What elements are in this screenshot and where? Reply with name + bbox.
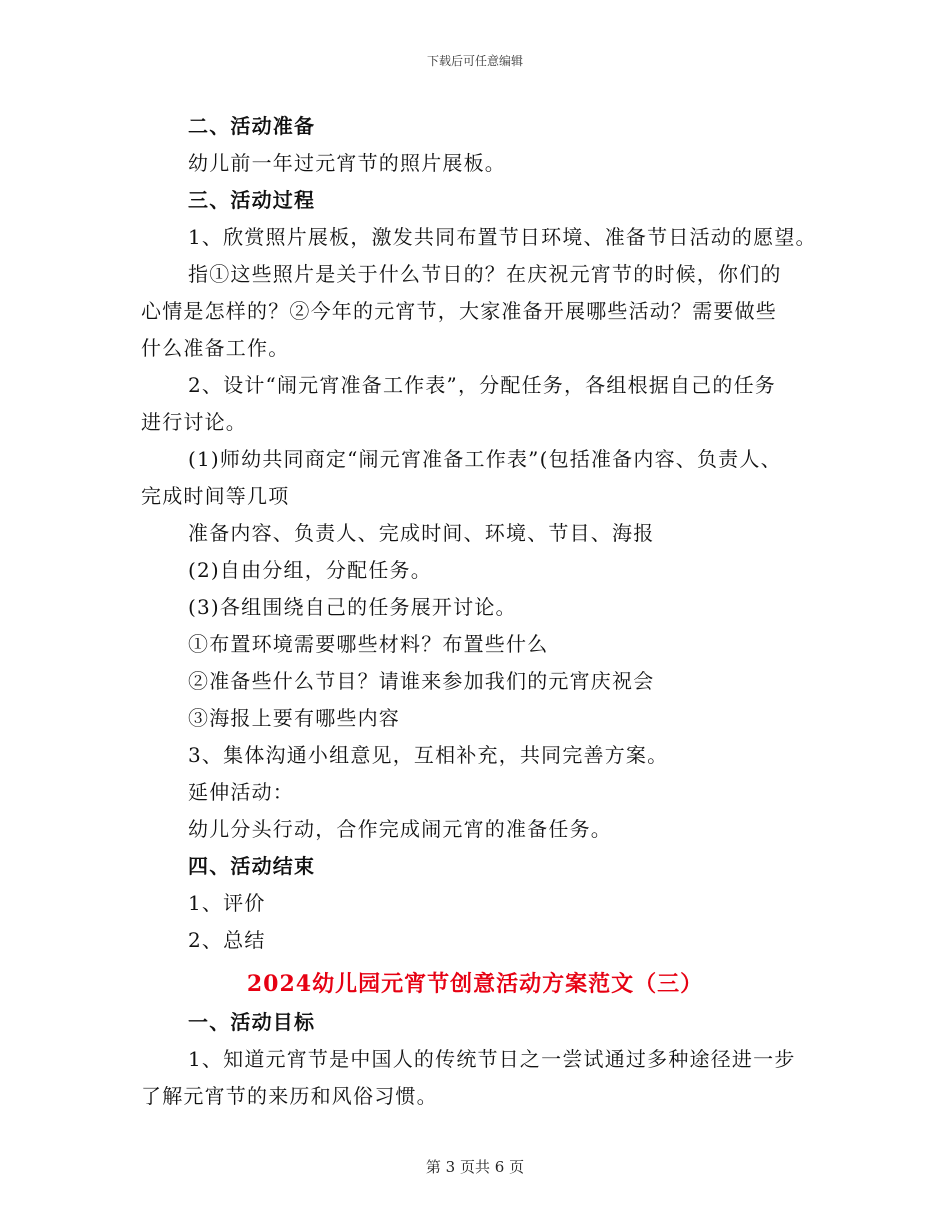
document-title: 2024幼儿园元宵节创意活动方案范文（三） (246, 971, 704, 997)
body-line: 完成时间等几项 (141, 484, 290, 508)
body-line: (2)自由分组，分配任务。 (188, 558, 432, 582)
body-line: 什么准备工作。 (141, 336, 290, 360)
page-header: 下载后可任意编辑 (426, 54, 523, 68)
section-heading-preparation: 二、活动准备 (188, 114, 316, 138)
body-line: 延伸活动： (188, 780, 294, 804)
body-line: (1)师幼共同商定“闹元宵准备工作表”(包括准备内容、负责人、 (188, 447, 782, 471)
body-line: 2、总结 (188, 928, 266, 952)
body-line: 幼儿前一年过元宵节的照片展板。 (188, 151, 506, 175)
page-footer: 第 3 页共 6 页 (425, 1158, 525, 1176)
section-heading-process: 三、活动过程 (188, 188, 316, 212)
body-line: 1、欣赏照片展板，激发共同布置节日环境、准备节日活动的愿望。 (188, 225, 817, 249)
section-heading-goals: 一、活动目标 (188, 1010, 316, 1034)
body-line: (3)各组围绕自己的任务展开讨论。 (188, 595, 517, 619)
body-line: ③海报上要有哪些内容 (188, 706, 400, 730)
body-line: 幼儿分头行动，合作完成闹元宵的准备任务。 (188, 817, 612, 841)
body-line: 了解元宵节的来历和风俗习惯。 (141, 1084, 438, 1108)
body-line: ①布置环境需要哪些材料？布置些什么 (188, 632, 549, 656)
body-line: 2、设计“闹元宵准备工作表”，分配任务，各组根据自己的任务 (188, 373, 776, 397)
section-heading-conclusion: 四、活动结束 (188, 854, 316, 878)
body-line: 1、评价 (188, 891, 266, 915)
body-line: 进行讨论。 (141, 410, 247, 434)
body-line: 1、知道元宵节是中国人的传统节日之一尝试通过多种途径进一步 (188, 1047, 796, 1071)
body-line: 指①这些照片是关于什么节日的？在庆祝元宵节的时候，你们的 (188, 262, 782, 286)
body-line: 3、集体沟通小组意见，互相补充，共同完善方案。 (188, 743, 669, 767)
body-line: ②准备些什么节目？请谁来参加我们的元宵庆祝会 (188, 669, 655, 693)
body-line: 心情是怎样的？②今年的元宵节，大家准备开展哪些活动？需要做些 (141, 299, 777, 323)
body-line: 准备内容、负责人、完成时间、环境、节目、海报 (188, 521, 655, 545)
